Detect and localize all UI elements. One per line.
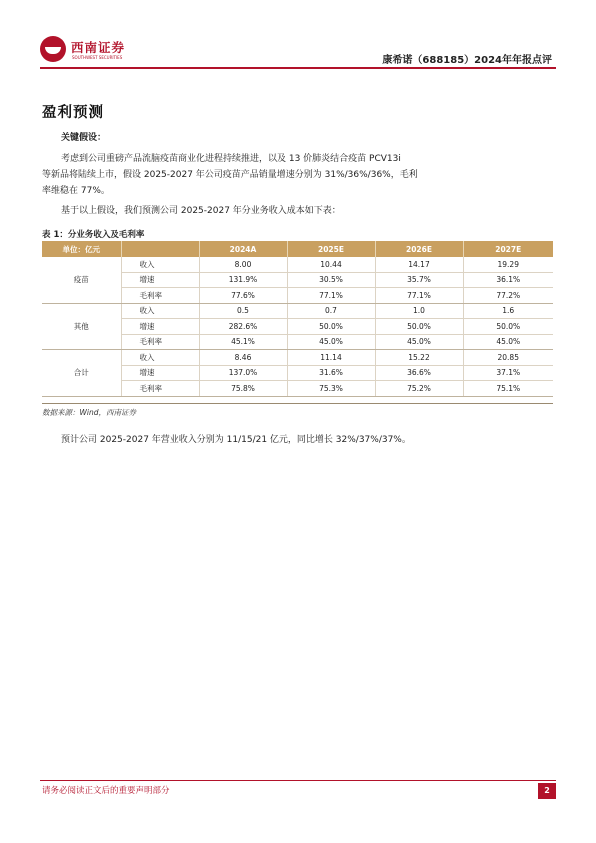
table-cell: 30.5% <box>287 272 375 288</box>
table-cell: 8.46 <box>199 350 287 366</box>
logo-sun-icon <box>40 36 66 62</box>
row-label: 毛利率 <box>121 288 199 304</box>
table-cell: 0.7 <box>287 303 375 319</box>
group-label-other: 其他 <box>42 303 121 350</box>
row-label: 增速 <box>121 365 199 381</box>
table-row <box>42 350 553 366</box>
table-cell: 11.14 <box>287 350 375 366</box>
table-cell: 131.9% <box>199 272 287 288</box>
paragraph-line: 等新品将陆续上市，假设 2025-2027 年公司疫苗产品销量增速分别为 31%/36%/36%，毛利 <box>42 170 418 180</box>
footer-divider <box>40 780 556 781</box>
table-cell: 45.0% <box>287 334 375 350</box>
table-cell: 77.2% <box>463 288 553 304</box>
table-row <box>42 257 553 272</box>
table-title: 表 1：分业务收入及毛利率 <box>42 230 145 240</box>
table-cell: 77.1% <box>287 288 375 304</box>
table-cell: 75.3% <box>287 381 375 397</box>
table-source: 数据来源：Wind，西南证券 <box>42 408 137 417</box>
table-cell: 20.85 <box>463 350 553 366</box>
table-cell: 37.1% <box>463 365 553 381</box>
table-cell: 77.1% <box>375 288 463 304</box>
report-title: 康希诺（688185）2024年年报点评 <box>382 55 552 66</box>
table-cell: 137.0% <box>199 365 287 381</box>
table-cell: 19.29 <box>463 257 553 272</box>
page-header <box>0 0 596 70</box>
section-title: 盈利预测 <box>42 104 104 121</box>
table-cell: 31.6% <box>287 365 375 381</box>
row-label: 收入 <box>121 350 199 366</box>
table-cell: 15.22 <box>375 350 463 366</box>
table-bottom-rule <box>42 403 553 404</box>
table-cell: 75.2% <box>375 381 463 397</box>
table-cell: 282.6% <box>199 319 287 335</box>
header-blank <box>121 241 199 257</box>
footer-disclaimer: 请务必阅读正文后的重要声明部分 <box>42 786 170 796</box>
row-label: 毛利率 <box>121 381 199 397</box>
table-cell: 10.44 <box>287 257 375 272</box>
group-label-total: 合计 <box>42 350 121 397</box>
table-cell: 8.00 <box>199 257 287 272</box>
table-cell: 45.0% <box>463 334 553 350</box>
header-divider <box>40 67 556 69</box>
table-cell: 35.7% <box>375 272 463 288</box>
table-header-row <box>42 241 553 257</box>
table-cell: 36.1% <box>463 272 553 288</box>
table-cell: 45.1% <box>199 334 287 350</box>
paragraph-line: 率维稳在 77%。 <box>42 186 110 196</box>
logo-text-en: SOUTHWEST SECURITIES <box>72 55 123 60</box>
header-unit: 单位：亿元 <box>42 241 121 257</box>
intro-paragraph: 基于以上假设，我们预测公司 2025-2027 年分业务收入成本如下表： <box>61 206 341 216</box>
table-cell: 0.5 <box>199 303 287 319</box>
header-2024a: 2024A <box>199 241 287 257</box>
table-cell: 77.6% <box>199 288 287 304</box>
forecast-paragraph: 预计公司 2025-2027 年营业收入分别为 11/15/21 亿元，同比增长 32%/37%/37%。 <box>61 435 411 445</box>
table-cell: 36.6% <box>375 365 463 381</box>
table-cell: 75.8% <box>199 381 287 397</box>
table-row <box>42 303 553 319</box>
header-2025e: 2025E <box>287 241 375 257</box>
table-cell: 1.6 <box>463 303 553 319</box>
table-cell: 50.0% <box>463 319 553 335</box>
row-label: 增速 <box>121 319 199 335</box>
paragraph-line: 考虑到公司重磅产品流脑疫苗商业化进程持续推进，以及 13 价肺炎结合疫苗 PCV13i <box>61 154 401 164</box>
table-cell: 1.0 <box>375 303 463 319</box>
row-label: 收入 <box>121 303 199 319</box>
header-2026e: 2026E <box>375 241 463 257</box>
header-2027e: 2027E <box>463 241 553 257</box>
segment-revenue-table <box>42 241 553 397</box>
company-logo <box>40 36 140 66</box>
table-cell: 45.0% <box>375 334 463 350</box>
table-cell: 75.1% <box>463 381 553 397</box>
assumption-paragraph <box>42 151 536 199</box>
group-label-vaccine: 疫苗 <box>42 257 121 303</box>
row-label: 收入 <box>121 257 199 272</box>
table-cell: 50.0% <box>375 319 463 335</box>
row-label: 毛利率 <box>121 334 199 350</box>
row-label: 增速 <box>121 272 199 288</box>
key-assumption-label: 关键假设： <box>61 133 107 143</box>
page-number: 2 <box>538 783 556 799</box>
table-cell: 50.0% <box>287 319 375 335</box>
table-cell: 14.17 <box>375 257 463 272</box>
logo-text-cn: 西南证券 <box>71 40 126 55</box>
